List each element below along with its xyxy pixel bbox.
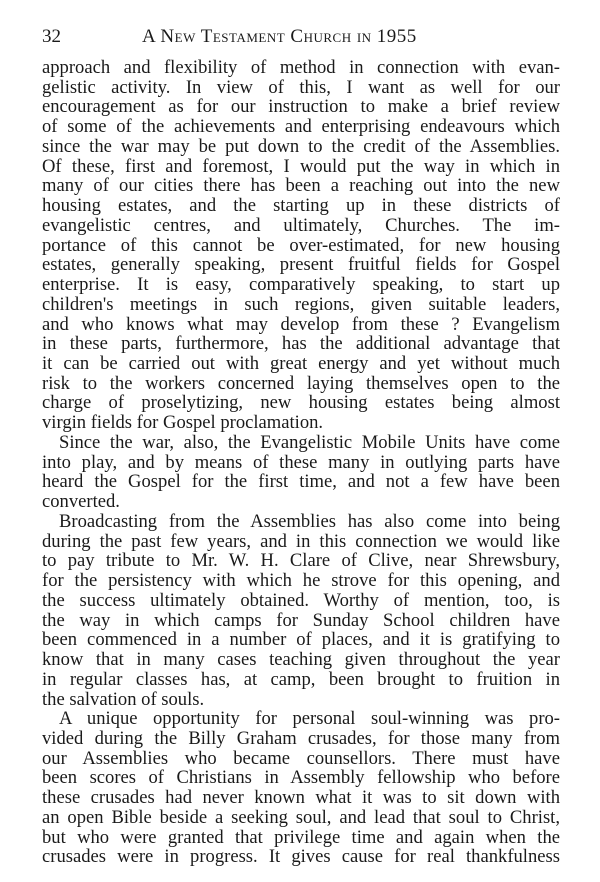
text-line: A unique opportunity for personal soul-winning was pro-: [59, 708, 560, 730]
text-line: but who were granted that privilege time and again when the: [42, 826, 560, 848]
text-line: and who knows what may develop from these ? Evangelism: [42, 313, 560, 335]
text-line: the salvation of souls.: [42, 688, 205, 710]
text-line: it can be carried out with great energy and yet without much: [42, 353, 560, 375]
text-line: these crusades had never known what it was to sit down with: [42, 787, 560, 809]
text-line: into play, and by means of these many in outlying parts have: [42, 451, 560, 473]
text-line: converted.: [42, 491, 120, 513]
text-line: in regular classes has, at camp, been brought to fruition in: [42, 668, 560, 690]
running-title: A New Testament Church in 1955: [142, 26, 417, 47]
text-line: of some of the achievements and enterprising endeavours which: [42, 116, 560, 138]
text-line: enterprise. It is easy, comparatively speaking, to start up: [42, 274, 560, 296]
text-line: crusades were in progress. It gives cause for real thankfulness: [42, 846, 560, 868]
text-line: Of these, first and foremost, I would put the way in which in: [42, 155, 560, 177]
page-header: [42, 26, 560, 50]
text-line: portance of this cannot be over-estimated, for new housing: [42, 234, 560, 256]
text-line: many of our cities there has been a reaching out into the new: [42, 175, 560, 197]
text-line: estates, generally speaking, present fruitful fields for Gospel: [42, 254, 560, 276]
text-line: risk to the workers concerned laying themselves open to the: [42, 372, 560, 394]
text-line: encouragement as for our instruction to make a brief review: [42, 96, 560, 118]
text-line: been commenced in a number of places, and it is gratifying to: [42, 629, 560, 651]
page-number: 32: [42, 26, 61, 47]
text-line: approach and flexibility of method in connection with evan-: [42, 57, 560, 78]
text-line: been scores of Christians in Assembly fellowship who before: [42, 767, 560, 789]
text-line: heard the Gospel for the first time, and not a few have been: [42, 471, 560, 493]
text-line: for the persistency with which he strove for this opening, and: [42, 570, 560, 592]
text-line: Since the war, also, the Evangelistic Mobile Units have come: [59, 431, 560, 453]
text-line: the success ultimately obtained. Worthy of mention, too, is: [42, 589, 560, 611]
text-line: an open Bible beside a seeking soul, and lead that soul to Christ,: [42, 806, 560, 828]
text-line: charge of proselytizing, new housing estates being almost: [42, 392, 560, 414]
page-body-text: [42, 58, 560, 867]
text-line: in these parts, furthermore, has the additional advantage that: [42, 333, 560, 355]
text-line: our Assemblies who became counsellors. There must have: [42, 747, 560, 769]
text-line: to pay tribute to Mr. W. H. Clare of Clive, near Shrewsbury,: [42, 550, 560, 572]
text-line: gelistic activity. In view of this, I want as well for our: [42, 76, 560, 98]
text-line: during the past few years, and in this connection we would like: [42, 530, 560, 552]
text-line: housing estates, and the starting up in these districts of: [42, 195, 560, 217]
text-line: know that in many cases teaching given throughout the year: [42, 649, 560, 671]
text-line: children's meetings in such regions, given suitable leaders,: [42, 293, 560, 315]
text-line: vided during the Billy Graham crusades, for those many from: [42, 727, 560, 749]
text-line: Broadcasting from the Assemblies has also come into being: [59, 510, 560, 532]
text-line: virgin fields for Gospel proclamation.: [42, 412, 324, 434]
text-line: the way in which camps for Sunday School children have: [42, 609, 560, 631]
text-line: since the war may be put down to the credit of the Assemblies.: [42, 135, 560, 157]
text-line: evangelistic centres, and ultimately, Churches. The im-: [42, 214, 560, 236]
